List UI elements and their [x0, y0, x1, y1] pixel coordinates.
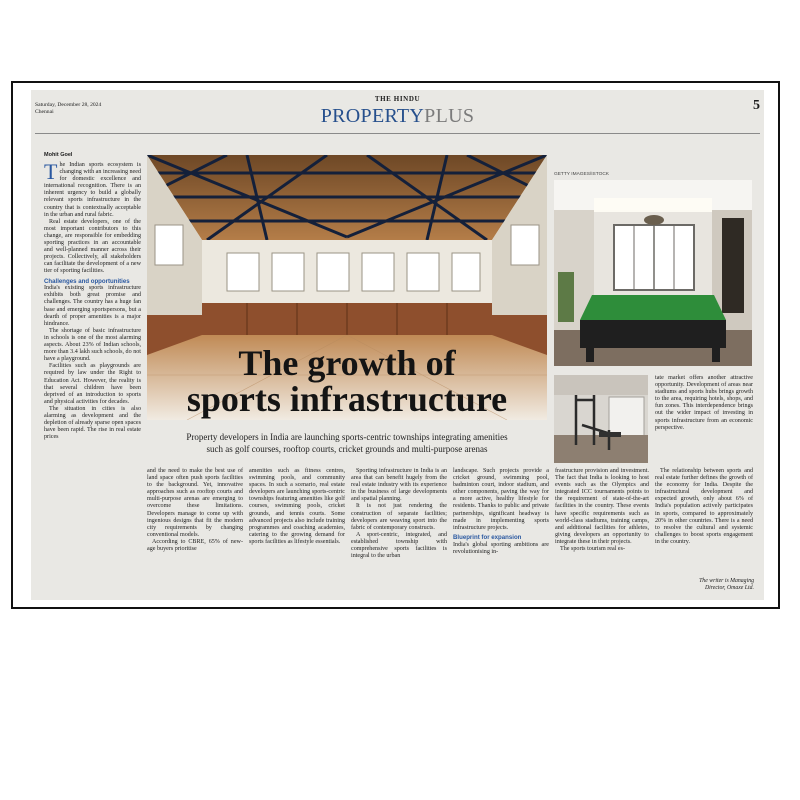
- header-rule: [35, 133, 760, 134]
- byline: Mohit Goel: [44, 152, 73, 158]
- photo-credit: GETTY IMAGES/ISTOCK: [554, 172, 609, 177]
- column-3: amenities such as fitness centres, swimming pools, and community spaces. In such a scenario, real estate developers are launching sports-centric townships featuring amenities like golf courses, swimming pools, cricket grounds, and tennis courts. Some advanced projects also include training programmes and coaching academies, catering to the growing demand for sports facilities as lifestyle essentials.: [249, 468, 345, 545]
- column-7-top: tate market offers another attractive opportunity. Development of areas near stadiums and sports hubs brings growth to the area, requiring hotels, shops, and fun zones. This interdependence brings out the wider impact of investing in sports infrastructure from an economic perspective.: [655, 375, 753, 431]
- column-5: landscape. Such projects provide a cricket ground, swimming pool, badminton court, indoor stadium, and other components, paving the way for a more active, healthy lifestyle for residents. Thanks to public and private partnerships, significant headway is made in implementing sports infrastructure projects. Blueprint for expansion India's global sporting ambitions are revolutionising in-: [453, 468, 549, 555]
- issue-date: Saturday, December 28, 2024 Chennai: [35, 102, 102, 115]
- column-7: The relationship between sports and real estate further defines the growth of the economy for India. Despite the infrastructural development and expected growth, only about 6% of India's population actively participates in sports, compared to approximately 20% in other countries. There is a need to resolve the cultural and systemic challenges to boost sports engagement in the country.: [655, 468, 753, 545]
- column-4: Sporting infrastructure in India is an area that can benefit hugely from the real estate industry with its experience in the business of large developments and spatial planning. It is not just rendering the construction of separate facilities; developers are weaving sport into the fabric of contemporary constructs. A sport-centric, integrated, and established township with comprehensive sports facilities is integral to the urban: [351, 468, 447, 560]
- newspaper-name: THE HINDU: [374, 95, 421, 103]
- column-2: and the need to make the best use of land space often push sports facilities to the background. Yet, innovative approaches such as rooftop courts and multi-purpose arenas are emerging to overcome these limitations. Developers manage to come up with ingenious designs that fit the modern city requirements by changing conventional models. According to CBRE, 65% of new-age buyers prioritise: [147, 468, 243, 553]
- newspaper-page: [31, 90, 764, 600]
- gym-photo: [554, 375, 648, 463]
- subhead-challenges: Challenges and opportunities: [44, 277, 130, 285]
- billiards-room-photo: [554, 180, 752, 366]
- subhead-blueprint: Blueprint for expansion: [453, 533, 522, 541]
- page-number: 5: [753, 98, 760, 113]
- section-title: PROPERTYPLUS: [320, 105, 475, 127]
- writer-note: The writer is Managing Director, Omaxe Ltd.: [699, 578, 754, 591]
- column-6: frastructure provision and investment. The fact that India is looking to host events such as the Olympics and integrated ICC tournaments points to the requirement of state-of-the-art facilities in the country. These events have specific requirements such as world-class stadiums, training camps, and additional facilities for athletes, giving developers an opportunity to integrate these in their projects. The sports tourism real es-: [555, 468, 649, 553]
- column-1: The Indian sports ecosystem is changing with an increasing need for domestic excellence and international recognition. There is an inherent urgency to build a globally relevant sports infrastructure in the country that is contextually acceptable in the urban and rural fabric. Real estate developers, one of the most important contributors to this change, are responsible for embedding sporting practices in an accountable and well-planned manner across their projects. Collectively, all stakeholders can facilitate the development of a new tier of sporting facilities. Challenges and opportunities India's existing sports infrastructure exhibits both great promise and challenges. The country has a huge fan base and emerging sportspersons, but a dearth of proper amenities is a major hindrance. The shortage of basic infrastructure in schools is one of the most alarming aspects. About 23% of Indian schools, more than 3.4 lakh such schools, do not have a playground. Facilities such as playgrounds are required by law under the Right to Education Act. However, the reality is that several children have been deprived of an introduction to sports and physical activities for decades. The situation in cities is also alarming as development and the depletion of already sparse open spaces have been rapid. The rise in real estate prices: [44, 159, 142, 441]
- drop-cap: T: [44, 159, 58, 184]
- headline: The growth of sports infrastructure: [186, 343, 508, 419]
- standfirst: Property developers in India are launching sports-centric townships integrating amenities such as golf courses, rooftop courts, cricket grounds and multi-purpose arenas: [186, 432, 508, 454]
